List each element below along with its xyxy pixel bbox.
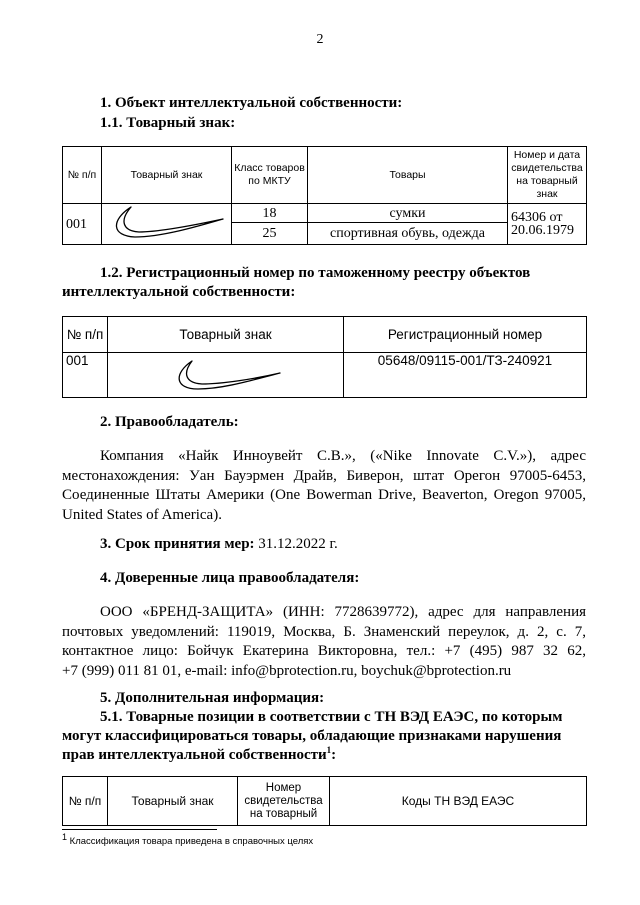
registration-number: 05648/09115-001/ТЗ-240921	[344, 353, 587, 398]
trademark-image	[108, 353, 344, 398]
footnote-mark: 1	[62, 831, 68, 842]
section-4-title: 4. Доверенные лица правообладателя:	[100, 570, 360, 586]
col-header-class: Класс товаров по МКТУ	[232, 147, 308, 204]
paragraph-line: Соединенные Штаты Америки (One Bowerman Drive, Beaverton, Oregon 97005,	[62, 487, 586, 503]
swoosh-logo	[166, 353, 286, 393]
page-number: 2	[316, 32, 324, 47]
goods-cell: спортивная обувь, одежда	[308, 223, 508, 245]
col-header-trademark: Товарный знак	[108, 777, 238, 826]
col-header-goods: Товары	[308, 147, 508, 204]
section-5-1-colon: :	[331, 747, 337, 763]
row-number: 001	[63, 204, 102, 245]
trademark-table	[62, 146, 587, 245]
col-header-hs-codes: Коды ТН ВЭД ЕАЭС	[330, 777, 587, 826]
table-header-row	[63, 777, 587, 826]
certificate-number: 64306 от	[511, 210, 563, 225]
section-3-title: 3. Срок принятия мер:	[100, 536, 255, 552]
section-1-2-title-line2: интеллектуальной собственности:	[62, 284, 296, 300]
certificate-date: 20.06.1979	[511, 223, 574, 238]
col-header-reg-number: Регистрационный номер	[344, 317, 587, 353]
hs-codes-table	[62, 776, 587, 826]
paragraph-line: почтовых уведомлений: 119019, Москва, Б. Знаменский переулок, д. 2, с. 7,	[62, 623, 586, 640]
section-5-title: 5. Дополнительная информация:	[100, 690, 325, 706]
paragraph-line: +7 (999) 011 81 01, e-mail: info@bprotection.ru, boychuk@bprotection.ru	[62, 662, 512, 679]
footnote-ref: 1	[326, 745, 332, 755]
section-1-1-title: 1.1. Товарный знак:	[100, 115, 236, 131]
goods-cell: сумки	[308, 204, 508, 223]
section-3	[100, 536, 338, 553]
rightholder-paragraph	[62, 447, 586, 525]
section-1-title: 1. Объект интеллектуальной собственности:	[100, 95, 403, 111]
table-row	[63, 353, 587, 398]
col-header-num: № п/п	[63, 777, 108, 826]
footnote-divider	[62, 829, 217, 830]
section-5-1-line1: 5.1. Товарные позиции в соответствии с ТН ВЭД ЕАЭС, по которым	[100, 709, 563, 725]
paragraph-line: ООО «БРЕНД-ЗАЩИТА» (ИНН: 7728639772), адрес для направления	[100, 604, 586, 620]
col-header-num: № п/п	[63, 317, 108, 353]
table-header-row	[63, 317, 587, 353]
section-5-1-text: прав интеллектуальной собственности	[62, 747, 327, 763]
col-header-certificate: Номер свидетельства на товарный	[238, 777, 330, 826]
footnote	[62, 831, 314, 847]
swoosh-logo	[107, 204, 227, 240]
paragraph-line: Компания «Найк Инноувейт С.В.», («Nike Innovate C.V.»), адрес	[100, 448, 586, 464]
registration-table	[62, 316, 587, 398]
paragraph-line: United States of America).	[62, 506, 222, 523]
col-header-trademark: Товарный знак	[102, 147, 232, 204]
col-header-num: № п/п	[63, 147, 102, 204]
certificate-cell	[508, 204, 587, 245]
table-header-row	[63, 147, 587, 204]
section-1-2-title-line1: 1.2. Регистрационный номер по таможенному реестру объектов	[100, 265, 531, 281]
row-number: 001	[63, 353, 108, 398]
measures-term-value: 31.12.2022 г.	[254, 536, 338, 552]
paragraph-line: контактное лицо: Бойчук Екатерина Викторовна, тел.: +7 (495) 987 32 62,	[62, 643, 586, 659]
col-header-trademark: Товарный знак	[108, 317, 344, 353]
table-row	[63, 204, 587, 223]
mktu-class: 18	[232, 204, 308, 223]
mktu-class: 25	[232, 223, 308, 245]
proxies-paragraph	[62, 603, 586, 681]
trademark-image	[102, 204, 232, 245]
paragraph-line: местонахождения: Уан Бауэрмен Драйв, Биверон, штат Орегон 97005-6453,	[62, 467, 586, 484]
col-header-certificate: Номер и дата свидетельства на товарный знак	[508, 147, 587, 204]
section-5-1-line2: могут классифицироваться товары, обладающие признаками нарушения	[62, 728, 562, 744]
footnote-text: Классификация товара приведена в справочных целях	[67, 836, 314, 847]
section-2-title: 2. Правообладатель:	[100, 414, 239, 430]
section-5-1-line3	[62, 747, 336, 764]
